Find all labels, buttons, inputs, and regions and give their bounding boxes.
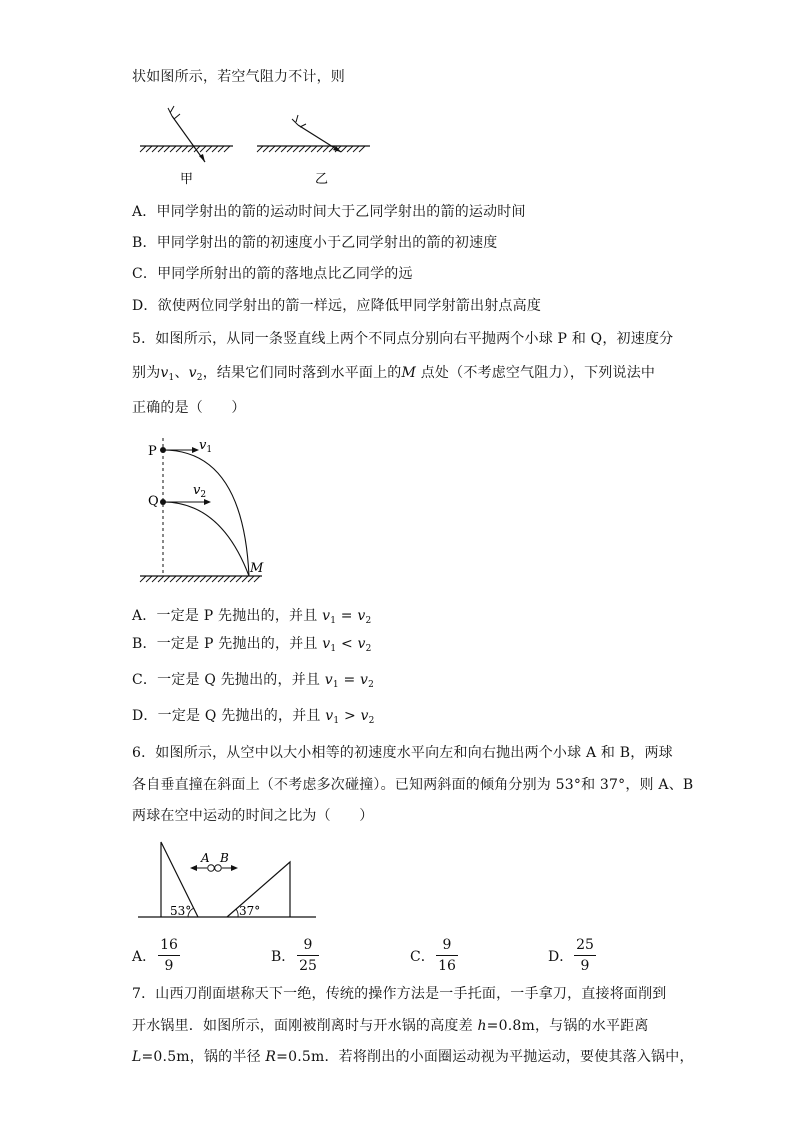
- label-jia: 甲: [180, 172, 194, 187]
- q4-stem-tail: 状如图所示，若空气阻力不计，则: [132, 69, 345, 85]
- q7-stem-line3: L=0.5m，锅的半径 R=0.5m．若将削出的小面圈运动视为平抛运动，要使其落入锅中，: [132, 1049, 694, 1065]
- label-angle-53: 53°: [170, 904, 192, 918]
- label-angle-37: 37°: [239, 904, 261, 918]
- q6-option-c-fraction: [436, 936, 458, 975]
- q4-option-a: A．甲同学射出的箭的运动时间大于乙同学射出的箭的运动时间: [132, 204, 526, 220]
- q6-stem-line2: 各自垂直撞在斜面上（不考虑多次碰撞）。已知两斜面的倾角分别为 53°和 37°，则 A、B: [132, 777, 694, 793]
- q6-option-d-label: D．: [548, 949, 574, 965]
- q6-option-a-num: 16: [160, 937, 178, 953]
- q5-option-a: A．一定是 P 先抛出的，并且 $v_1 = v_2$: [132, 608, 372, 626]
- q7-stem-line1: 7．山西刀削面堪称天下一绝，传统的操作方法是一手托面，一手拿刀，直接将面削到: [132, 986, 667, 1002]
- label-b: B: [220, 851, 229, 865]
- q5-stem-line3: 正确的是（ ）: [132, 400, 246, 416]
- q6-option-b-den: 25: [299, 958, 317, 974]
- q6-option-c-num: 9: [442, 937, 452, 953]
- label-p: P: [148, 444, 157, 459]
- q6-option-d-fraction: [574, 936, 596, 975]
- label-m: M: [250, 561, 264, 576]
- q5-option-d: D．一定是 Q 先抛出的，并且 $v_1 > v_2$: [132, 708, 375, 726]
- q7-stem-line2: 开水锅里．如图所示，面刚被削离时与开水锅的高度差 h=0.8m，与锅的水平距离: [132, 1018, 649, 1034]
- q6-option-c-den: 16: [438, 958, 456, 974]
- ball-b: [215, 865, 222, 872]
- q5-option-c: C．一定是 Q 先抛出的，并且 $v_1 = v_2$: [132, 672, 375, 690]
- label-a: A: [201, 851, 210, 865]
- q6-option-a-label: A．: [132, 949, 157, 965]
- label-yi: 乙: [315, 172, 329, 187]
- q6-option-c-label: C．: [410, 949, 435, 965]
- q6-option-d-num: 25: [576, 937, 594, 953]
- q5-stem-line2: 别为$v_1$、$v_2$，结果它们同时落到水平面上的M 点处（不考虑空气阻力），下列说法中: [132, 365, 656, 383]
- q6-option-b-num: 9: [303, 937, 313, 953]
- q4-option-c: C．甲同学所射出的箭的落地点比乙同学的远: [132, 266, 413, 282]
- q6-option-a-fraction: [158, 936, 180, 975]
- label-v2: $v_2$: [193, 483, 207, 500]
- q6-option-d-den: 9: [580, 958, 590, 974]
- q6-stem-line3: 两球在空中运动的时间之比为（ ）: [132, 808, 374, 824]
- q5-option-b: B．一定是 P 先抛出的，并且 $v_1 < v_2$: [132, 636, 372, 654]
- q4-option-d: D．欲使两位同学射出的箭一样远，应降低甲同学射箭出射点高度: [132, 298, 542, 314]
- q6-stem-line1: 6．如图所示，从空中以大小相等的初速度水平向左和向右抛出两个小球 A 和 B，两球: [132, 745, 673, 761]
- q6-option-b-fraction: [297, 936, 319, 975]
- label-q: Q: [148, 494, 159, 509]
- q6-option-b-label: B．: [271, 949, 296, 965]
- label-v1: $v_1$: [199, 438, 213, 455]
- ball-a: [208, 865, 215, 872]
- q5-stem-line1: 5．如图所示，从同一条竖直线上两个不同点分别向右平抛两个小球 P 和 Q，初速度分: [132, 331, 674, 347]
- q4-option-b: B．甲同学射出的箭的初速度小于乙同学射出的箭的初速度: [132, 235, 498, 251]
- q6-option-a-den: 9: [164, 958, 174, 974]
